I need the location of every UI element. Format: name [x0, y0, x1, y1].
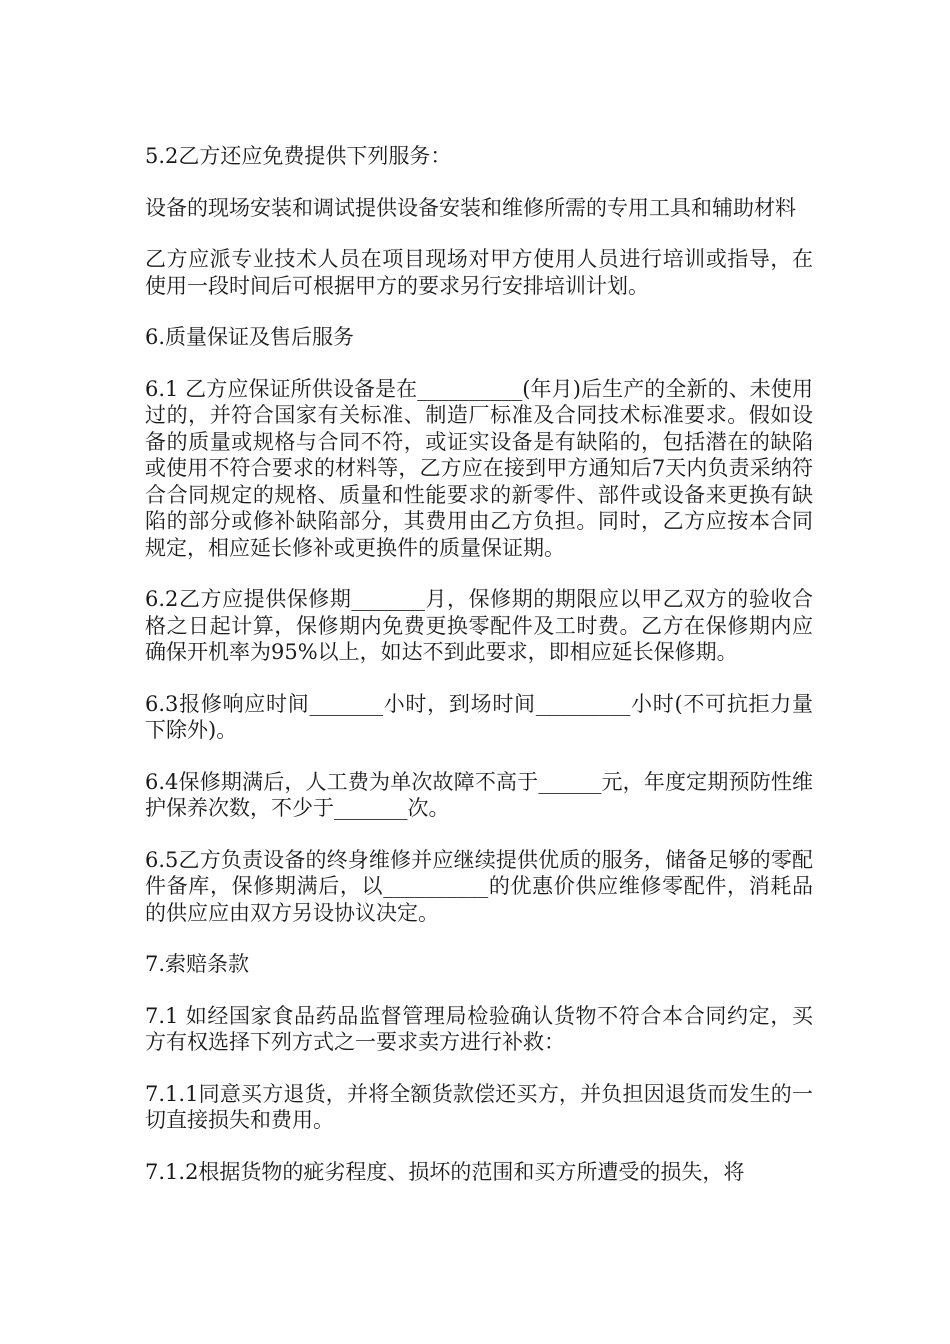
section-6-heading: 6.质量保证及售后服务: [145, 325, 355, 349]
clause-6-2-text: 6.2乙方应提供保修期_______月，保修期的期限应以甲乙双方的验收合格之日起计算，保修期内免费更换零配件及工时费。乙方在保修期内应确保开机率为95%以上，如达不到此要求，即相应延长保修期。: [145, 587, 813, 664]
clause-6-4-text: 6.4保修期满后，人工费为单次故障不高于______元，年度定期预防性维护保养次数，不少于_______次。: [145, 769, 813, 820]
service-training-text: 乙方应派专业技术人员在项目现场对甲方使用人员进行培训或指导，在使用一段时间后可根据甲方的要求另行安排培训计划。: [145, 247, 813, 298]
clause-5-2-heading: 5.2乙方还应免费提供下列服务：: [145, 144, 452, 168]
clause-7-1-2-text: 7.1.2根据货物的疵劣程度、损坏的范围和买方所遭受的损失，将: [145, 1159, 745, 1184]
clause-7-1-text: 7.1 如经国家食品药品监督管理局检验确认货物不符合本合同约定，买方有权选择下列方式之一要求卖方进行补救：: [145, 1003, 813, 1054]
document-page: [145, 143, 813, 1210]
clause-6-1-text: 6.1 乙方应保证所供设备是在__________(年月)后生产的全新的、未使用过的，并符合国家有关标准、制造厂标准及合同技术标准要求。假如设备的质量或规格与合同不符，或证实设备是有缺陷的，包括潜在的缺陷或使用不符合要求的材料等，乙方应在接到甲方通知后7天内负责采纳符合合同规定的规格、质量和性能要求的新零件、部件或设备来更换有缺陷的部分或修补缺陷部分，其费用由乙方负担。同时，乙方应按本合同规定，相应延长修补或更换件的质量保证期。: [145, 376, 813, 560]
service-installation-text: 设备的现场安装和调试提供设备安装和维修所需的专用工具和辅助材料: [145, 195, 796, 220]
section-7-heading: 7.索赔条款: [145, 952, 250, 976]
clause-6-5-text: 6.5乙方负责设备的终身维修并应继续提供优质的服务，储备足够的零配件备库，保修期满后，以__________的优惠价供应维修零配件，消耗品的供应应由双方另设协议决定。: [145, 847, 813, 925]
clause-6-3-text: 6.3报修响应时间_______小时，到场时间_________小时(不可抗拒力量下除外)。: [145, 691, 813, 742]
clause-7-1-1-text: 7.1.1同意买方退货，并将全额货款偿还买方，并负担因退货而发生的一切直接损失和费用。: [145, 1081, 813, 1132]
